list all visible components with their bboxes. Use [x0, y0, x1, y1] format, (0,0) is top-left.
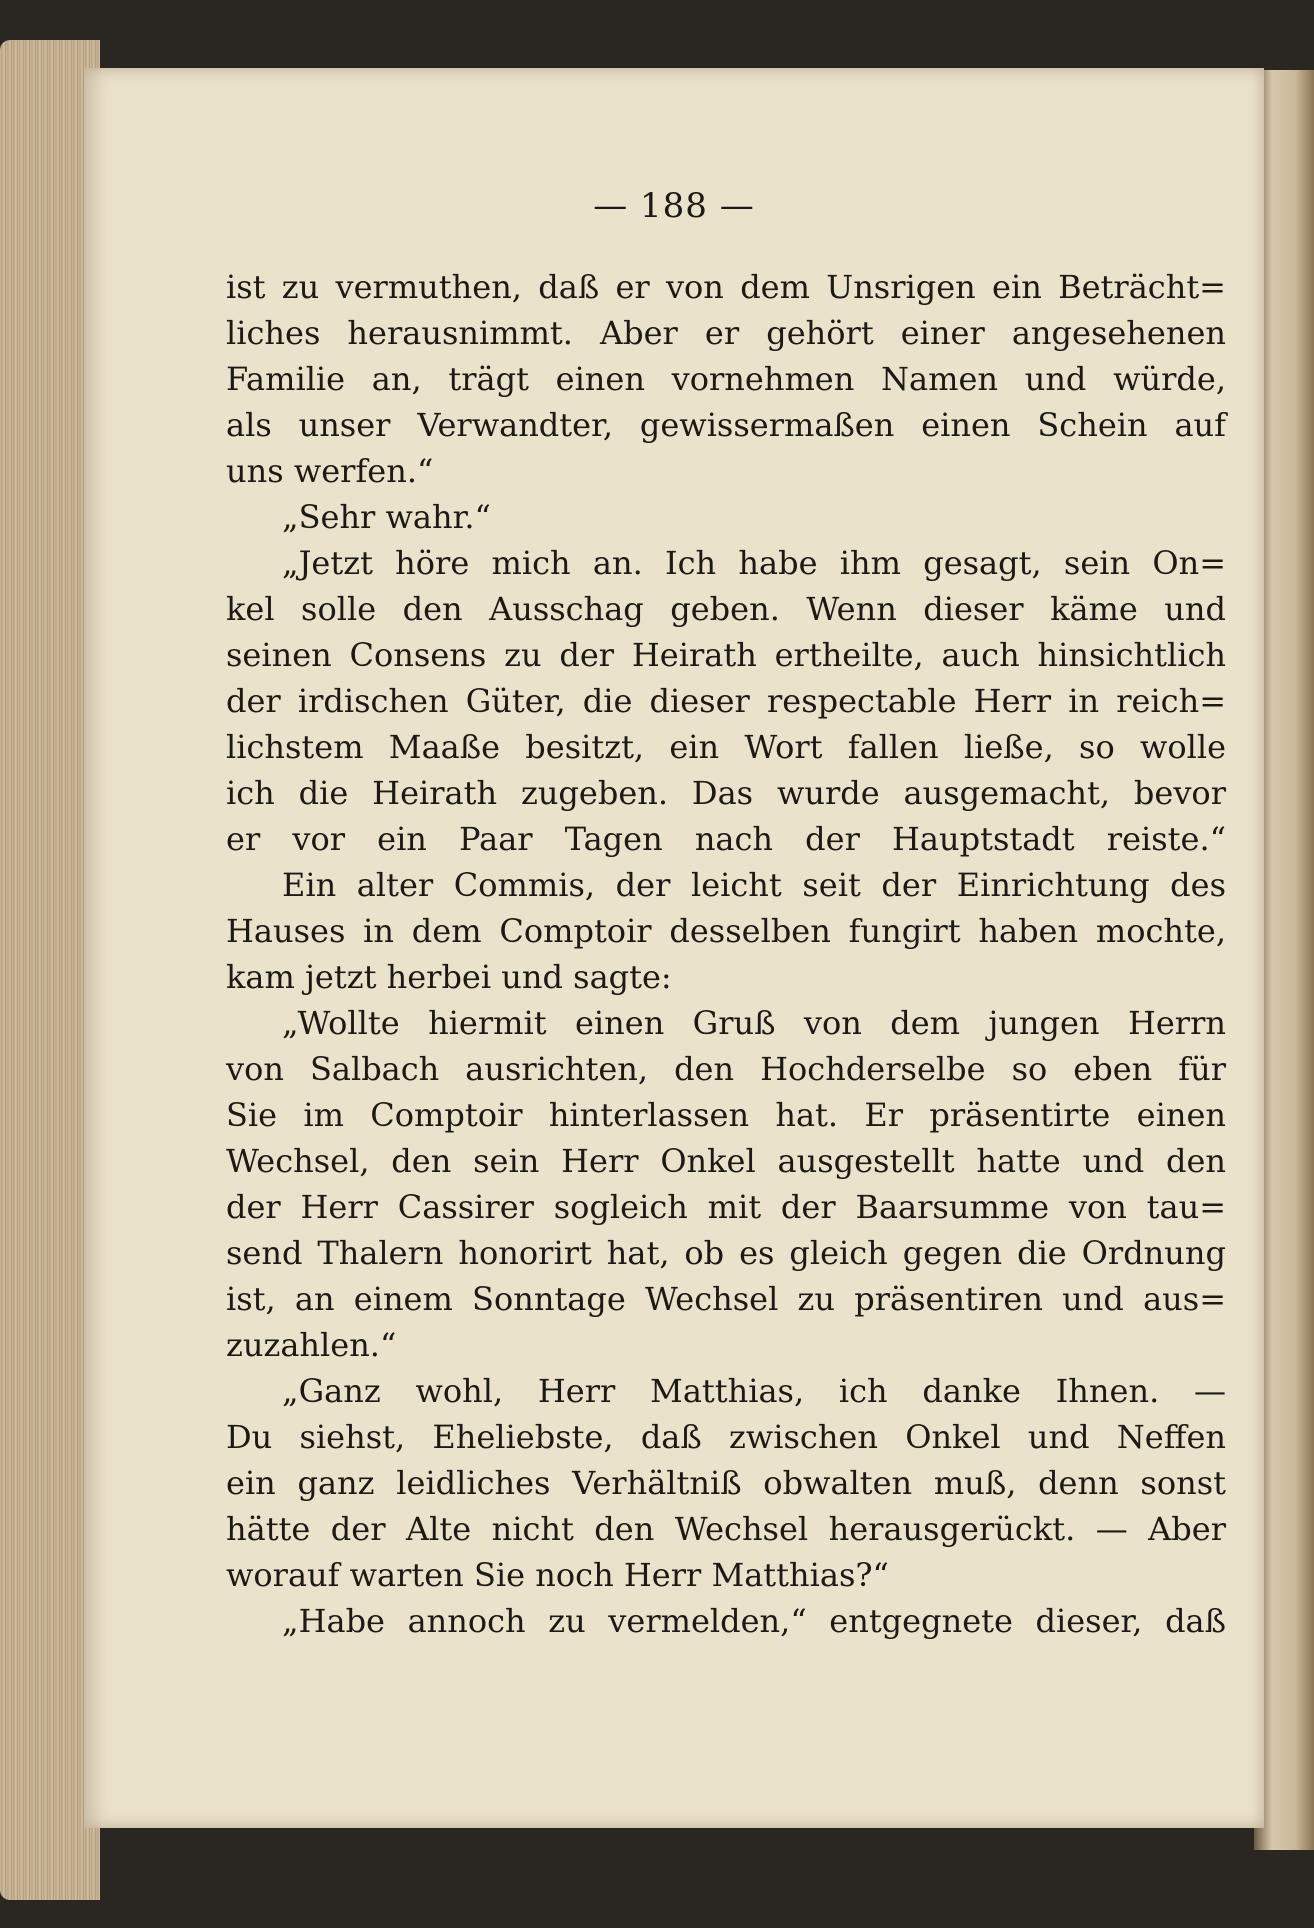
text-line: von Salbach ausrichten, den Hochderselbe so eben für: [226, 1050, 1226, 1088]
text-line: lichstem Maaße besitzt, ein Wort fallen ließe, so wolle: [226, 728, 1226, 766]
book-page: [84, 68, 1264, 1828]
text-line: Sie im Comptoir hinterlassen hat. Er präsentirte einen: [226, 1096, 1226, 1134]
text-line: „Habe annoch zu vermelden,“ entgegnete dieser, daß: [282, 1602, 1226, 1640]
text-line: „Sehr wahr.“: [282, 498, 491, 536]
text-line: Hauses in dem Comptoir desselben fungirt haben mochte,: [226, 912, 1226, 950]
text-line: Wechsel, den sein Herr Onkel ausgestellt hatte und den: [226, 1142, 1226, 1180]
text-line: „Ganz wohl, Herr Matthias, ich danke Ihnen. —: [282, 1372, 1226, 1410]
text-line: Du siehst, Eheliebste, daß zwischen Onkel und Neffen: [226, 1418, 1226, 1456]
text-line: kel solle den Ausschag geben. Wenn dieser käme und: [226, 590, 1226, 628]
text-line: kam jetzt herbei und sagte:: [226, 958, 672, 996]
text-line: Familie an, trägt einen vornehmen Namen und würde,: [226, 360, 1226, 398]
text-line: worauf warten Sie noch Herr Matthias?“: [226, 1556, 889, 1594]
text-line: Ein alter Commis, der leicht seit der Einrichtung des: [282, 866, 1226, 904]
text-line: uns werfen.“: [226, 452, 434, 490]
text-line: der irdischen Güter, die dieser respectable Herr in reich=: [226, 682, 1226, 720]
text-line: send Thalern honorirt hat, ob es gleich gegen die Ordnung: [226, 1234, 1226, 1272]
text-line: seinen Consens zu der Heirath ertheilte, auch hinsichtlich: [226, 636, 1226, 674]
text-line: der Herr Cassirer sogleich mit der Baarsumme von tau=: [226, 1188, 1226, 1226]
text-line: ich die Heirath zugeben. Das wurde ausgemacht, bevor: [226, 774, 1226, 812]
text-line: ist, an einem Sonntage Wechsel zu präsentiren und aus=: [226, 1280, 1226, 1318]
text-line: zuzahlen.“: [226, 1326, 397, 1364]
text-line: „Wollte hiermit einen Gruß von dem jungen Herrn: [282, 1004, 1226, 1042]
body-text: [226, 264, 1266, 1644]
text-line: liches herausnimmt. Aber er gehört einer angesehenen: [226, 314, 1226, 352]
text-line: ein ganz leidliches Verhältniß obwalten muß, denn sonst: [226, 1464, 1226, 1502]
text-line: als unser Verwandter, gewissermaßen einen Schein auf: [226, 406, 1226, 444]
text-line: ist zu vermuthen, daß er von dem Unsrigen ein Beträcht=: [226, 268, 1226, 306]
text-line: er vor ein Paar Tagen nach der Hauptstadt reiste.“: [226, 820, 1226, 858]
text-line: hätte der Alte nicht den Wechsel herausgerückt. — Aber: [226, 1510, 1226, 1548]
page-number: — 188 —: [593, 186, 755, 226]
text-line: „Jetzt höre mich an. Ich habe ihm gesagt, sein On=: [282, 544, 1226, 582]
